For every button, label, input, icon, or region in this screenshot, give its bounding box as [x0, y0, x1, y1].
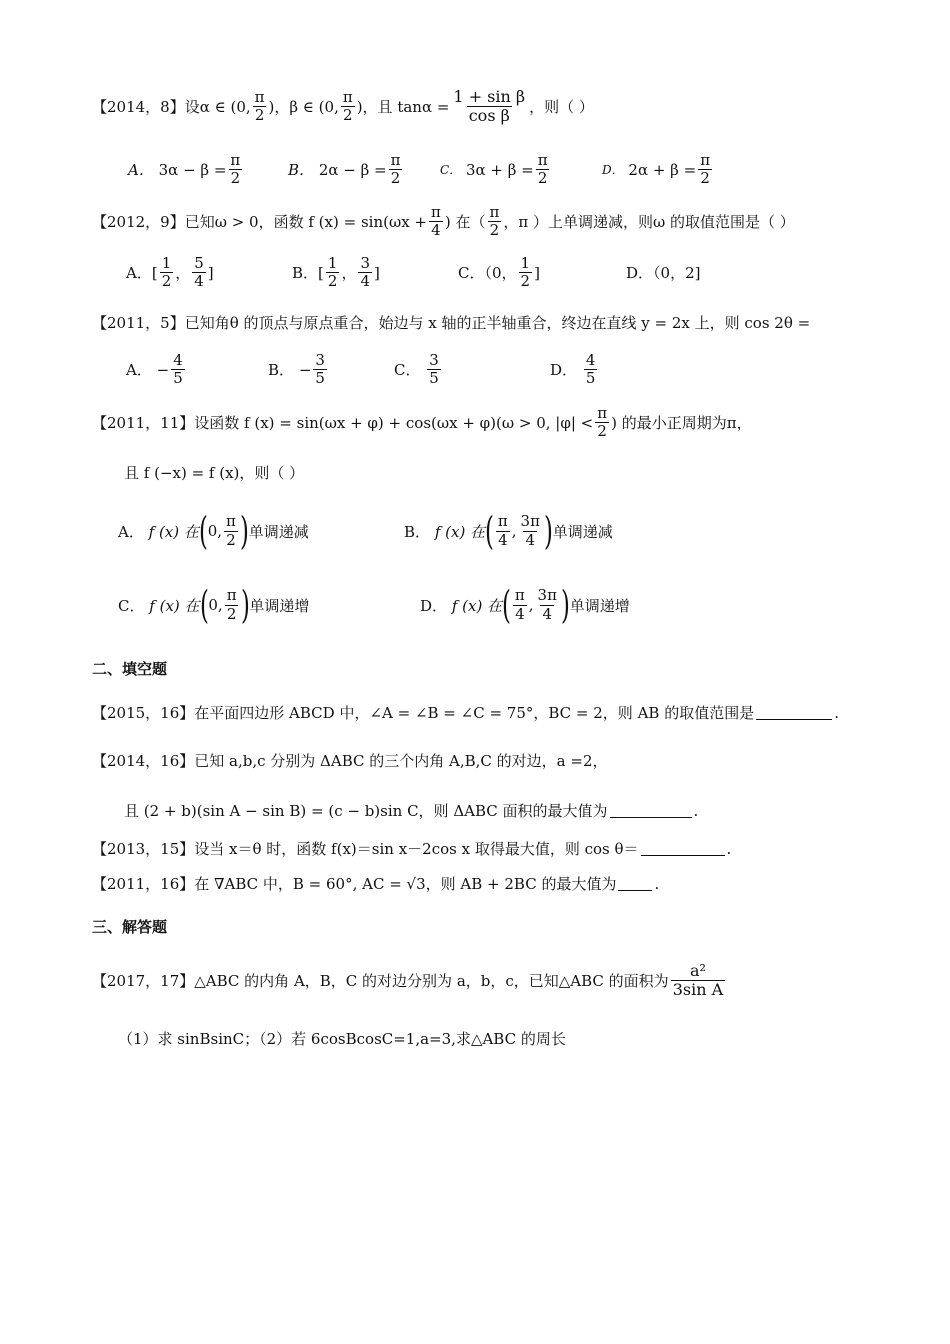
question-2017-17-parts: （1）求 sinBsinC；（2）若 6cosBcosC=1,a=3,求△ABC 的周长	[118, 1030, 566, 1048]
question-2014-16: 【2014，16】 已知 a,b,c 分别为 ΔABC 的三个内角 A,B,C 的对边，a =2，	[92, 752, 608, 770]
question-2011-11: 【2011，11】 设函数 f (x) = sin(ωx + φ) + cos(ωx + φ)(ω > 0, |φ| < $\frac{\pi}{2}$ ) 的最小正周期为π，	[92, 404, 752, 441]
answer-blank[interactable]	[618, 876, 652, 891]
option-a[interactable]: A． − $\frac{4}{5}$	[126, 351, 183, 388]
option-a[interactable]: A． 3α − β = $\frac{\pi}{2}$	[128, 151, 241, 188]
question-2011-16: 【2011，16】 在 ∇ABC 中，B = 60°, AC = √3，则 AB + 2BC 的最大值为 .	[92, 874, 660, 893]
option-c[interactable]: C． 3α + β = $\frac{\pi}{2}$	[440, 151, 548, 188]
question-2017-17: 【2017，17】 △ABC 的内角 A，B，C 的对边分别为 a，b，c，已知△ABC 的面积为 $\frac{\text{a²}}{\text{3sin A}}$	[92, 961, 724, 1000]
option-c[interactable]: C． f (x) 在 ( 0 , $\frac{\pi}{2}$ ) 单调递增	[118, 583, 310, 627]
options-2012-9	[126, 255, 700, 291]
question-tag: 【2017，17】	[92, 972, 195, 991]
options-2014-8	[128, 152, 714, 188]
option-b[interactable]: B．[ $\frac{1}{2}$ ， $\frac{3}{4}$ ]	[292, 254, 380, 291]
question-tag: 【2011，16】	[92, 875, 195, 893]
question-2012-9: 【2012，9】 已知ω > 0，函数 f (x) = sin(ωx + $\frac{\pi}{4}$ ) 在（ $\frac{\pi}{2}$ ，π ）上单调递减，则ω 的取值范围是（ ）	[92, 203, 795, 240]
option-d[interactable]: D． f (x) 在 ( $\frac{\pi}{4}$ , $\frac{3\pi}{4}$ ) 单调递增	[420, 583, 630, 627]
answer-blank[interactable]	[641, 841, 725, 856]
option-b[interactable]: B． f (x) 在 ( $\frac{\pi}{4}$ , $\frac{3\pi}{4}$ ) 单调递减	[404, 509, 613, 553]
option-b[interactable]: B． − $\frac{3}{5}$	[268, 351, 325, 388]
question-tag: 【2011，11】	[92, 414, 195, 433]
question-tag: 【2014，16】	[92, 752, 195, 770]
question-tag: 【2013，15】	[92, 840, 195, 858]
question-tag: 【2012，9】	[92, 213, 185, 232]
option-c[interactable]: C．（0， $\frac{1}{2}$ ]	[458, 254, 540, 291]
fraction: $\frac{\pi}{2}$	[254, 88, 265, 125]
question-2014-8: 【2014，8】 设α ∈ (0, $\frac{\pi}{2}$ )，β ∈ (0, $\frac{\pi}{2}$ )，且 tanα = $\frac{\text{1 + sin β}}{\text{cos β}}$ ，则（ ）	[92, 87, 594, 126]
options-2011-11-row2	[118, 583, 630, 627]
question-tag: 【2011，5】	[92, 314, 185, 332]
section-heading-solutions: 三、解答题	[92, 918, 168, 936]
options-2011-11-row1	[118, 509, 613, 553]
question-2011-11-line2: 且 f (−x) = f (x)，则（ ）	[124, 464, 305, 482]
option-b[interactable]: B． 2α − β = $\frac{\pi}{2}$	[288, 151, 401, 188]
question-tag: 【2014，8】	[92, 98, 185, 117]
question-2014-16-line2: 且 (2 + b)(sin A − sin B) = (c − b)sin C，则 ΔABC 面积的最大值为 .	[124, 801, 699, 820]
question-2013-15: 【2013，15】 设当 x＝θ 时，函数 f(x)＝sin x－2cos x 取得最大值，则 cos θ＝ .	[92, 839, 732, 858]
fraction: $\frac{\pi}{2}$	[342, 88, 353, 125]
section-heading-fill-in: 二、填空题	[92, 660, 168, 678]
question-tag: 【2015，16】	[92, 704, 195, 722]
question-2011-5: 【2011，5】 已知角θ 的顶点与原点重合，始边与 x 轴的正半轴重合，终边在直线 y = 2x 上，则 cos 2θ =	[92, 314, 811, 332]
option-a[interactable]: A． f (x) 在 ( 0 , $\frac{\pi}{2}$ ) 单调递减	[118, 509, 309, 553]
option-d[interactable]: D． 2α + β = $\frac{\pi}{2}$	[602, 151, 711, 188]
answer-blank[interactable]	[610, 803, 692, 818]
question-2015-16: 【2015，16】 在平面四边形 ABCD 中，∠A = ∠B = ∠C = 75°，BC = 2，则 AB 的取值范围是 .	[92, 703, 839, 722]
options-2011-5	[126, 352, 599, 388]
fraction: $\frac{\text{1 + sin β}}{\text{cos β}}$	[453, 87, 526, 126]
option-c[interactable]: C． $\frac{3}{5}$	[394, 351, 439, 388]
answer-blank[interactable]	[756, 705, 832, 720]
option-d[interactable]: D． $\frac{4}{5}$	[550, 351, 596, 388]
option-d[interactable]: D．（0，2]	[626, 264, 701, 283]
option-a[interactable]: A．[ $\frac{1}{2}$ ， $\frac{5}{4}$ ]	[126, 254, 214, 291]
